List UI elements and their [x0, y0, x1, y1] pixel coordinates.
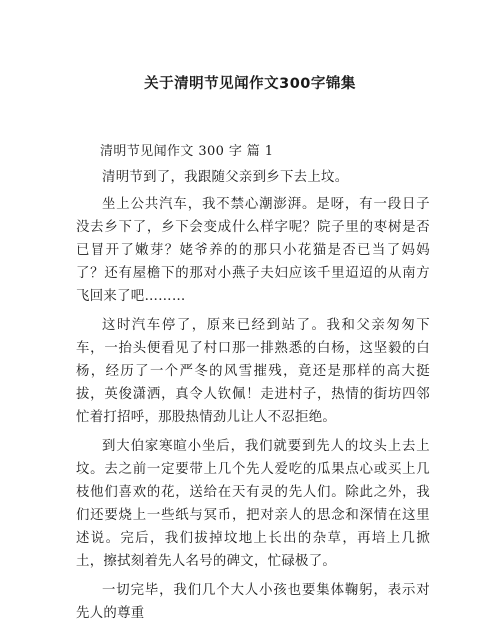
document-title: 关于清明节见闻作文300字锦集 — [144, 76, 356, 92]
article-heading: 清明节见闻作文 300 字 篇 1 — [100, 144, 274, 159]
paragraph-3: 这时汽车停了，原来已经到站了。我和父亲匆匆下车，一抬头便看见了村口那一排熟悉的白杨，这坚毅的白杨，经历了一个严冬的风雪摧残，竟还是那样的高大挺拔，英俊潇洒，真令人钦佩！走进村子，热情的街坊四邻忙着打招呼，那股热情劲儿让人不忍拒绝。 — [76, 318, 430, 425]
paragraph-4: 到大伯家寒暄小坐后，我们就要到先人的坟头上去上坟。去之前一定要带上几个先人爱吃的瓜果点心或买上几枝他们喜欢的花，送给在天有灵的先人们。除此之外，我们还要烧上一些纸与冥币，把对亲人的思念和深情在这里述说。完后，我们拔掉坟地上长出的杂草，再培上几掀土，擦拭刻着先人名号的碑文，忙碌极了。 — [76, 439, 430, 569]
paragraph-5: 一切完毕，我们几个大人小孩也要集体鞠躬，表示对先人的尊重 — [76, 583, 430, 621]
article-body — [76, 166, 430, 631]
paragraph-1: 清明节到了，我跟随父亲到乡下去上坟。 — [102, 170, 349, 185]
paragraph-2: 坐上公共汽车，我不禁心潮澎湃。是呀，有一段日子没去乡下了，乡下会变成什么样字呢？院子里的枣树是否已冒开了嫩芽？姥爷养的的那只小花猫是否已当了妈妈了？还有屋檐下的那对小燕子夫妇应该千里迢迢的从南方飞回来了吧……… — [76, 197, 430, 304]
